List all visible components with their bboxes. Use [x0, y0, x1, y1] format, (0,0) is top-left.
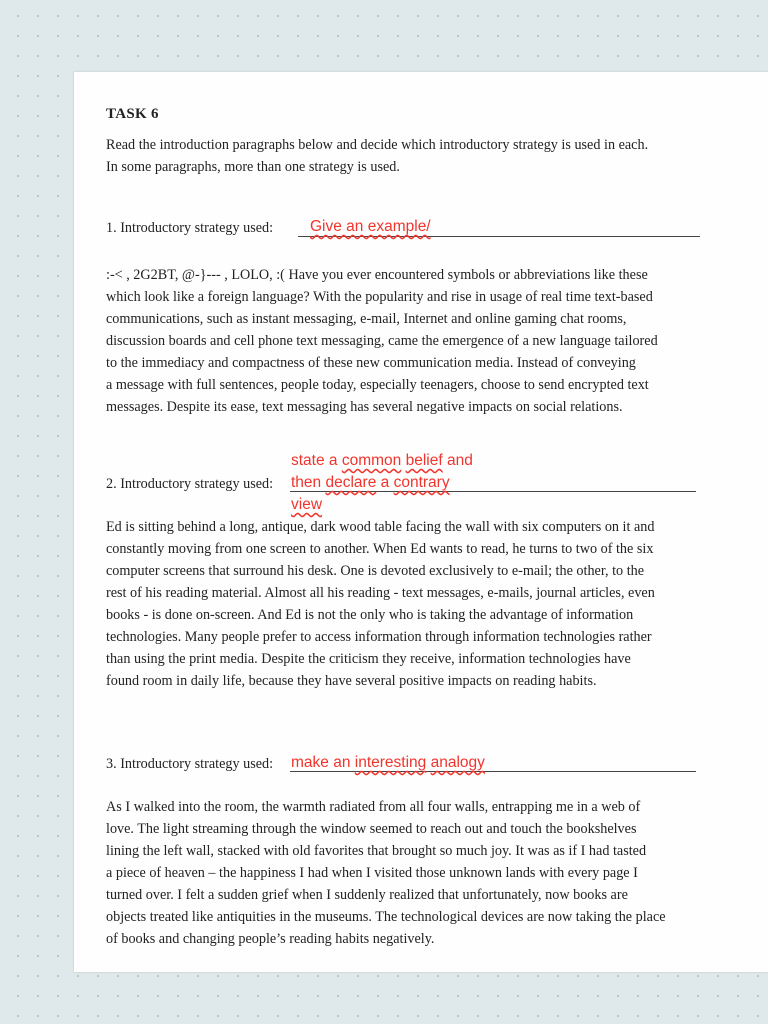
paragraph-line: rest of his reading material. Almost all his reading - text messages, e-mails, journal articles, even: [106, 585, 655, 601]
answer-word: make an: [291, 754, 351, 771]
question-3-label: 3. Introductory strategy used:: [106, 756, 274, 772]
worksheet-page: [74, 72, 768, 972]
paragraph-line: :-< , 2G2BT, @-}--- , LOLO, :( Have you ever encountered symbols or abbreviations like these: [106, 267, 648, 283]
paragraph-1: [106, 264, 710, 418]
paragraph-line: As I walked into the room, the warmth radiated from all four walls, entrapping me in a web of: [106, 799, 641, 815]
handwritten-answer-3: [291, 752, 485, 774]
paragraph-line: of books and changing people’s reading habits negatively.: [106, 931, 435, 947]
answer-word: analogy: [430, 754, 485, 771]
handwritten-answer-2: [291, 450, 521, 516]
paragraph-line: a piece of heaven – the happiness I had when I visited those unknown lands with every page I: [106, 865, 638, 881]
answer-word: then: [291, 474, 322, 491]
paragraph-2: [106, 516, 710, 692]
answer-word: and: [446, 452, 473, 469]
question-1-label: 1. Introductory strategy used:: [106, 220, 274, 236]
answer-word: contrary: [393, 474, 450, 491]
paragraph-line: love. The light streaming through the window seemed to reach out and touch the bookshelves: [106, 821, 637, 837]
paragraph-line: books - is done on-screen. And Ed is not the only who is taking the advantage of information: [106, 607, 634, 623]
answer-word: common: [341, 452, 402, 469]
paragraph-line: turned over. I felt a sudden grief when I suddenly realized that unfortunately, now books are: [106, 887, 628, 903]
paragraph-line: communications, such as instant messaging, e-mail, Internet and online gaming chat rooms,: [106, 311, 627, 327]
paragraph-line: which look like a foreign language? With the popularity and rise in usage of real time text-based: [106, 289, 653, 305]
paragraph-line: discussion boards and cell phone text messaging, came the emergence of a new language tailored: [106, 333, 658, 349]
paragraph-line: technologies. Many people prefer to access information through information technologies rather: [106, 629, 652, 645]
question-2-label: 2. Introductory strategy used:: [106, 476, 274, 492]
paragraph-line: a message with full sentences, people today, especially teenagers, choose to send encrypted text: [106, 377, 649, 393]
paragraph-line: constantly moving from one screen to another. When Ed wants to read, he turns to two of the six: [106, 541, 654, 557]
answer-word: interesting: [354, 754, 427, 771]
task-title: TASK 6: [106, 106, 159, 122]
paragraph-line: than using the print media. Despite the criticism they receive, information technologies have: [106, 651, 631, 667]
handwritten-answer-1: [310, 216, 431, 238]
answer-word: a: [380, 474, 390, 491]
answer-word: belief: [405, 452, 443, 469]
paragraph-line: lining the left wall, stacked with old favorites that brought so much joy. It was as if I had tasted: [106, 843, 647, 859]
instruction-line: Read the introduction paragraphs below and decide which introductory strategy is used in each.: [106, 137, 649, 153]
answer-2-line: [291, 450, 521, 472]
paragraph-line: computer screens that surround his desk. One is devoted exclusively to e-mail; the other, to the: [106, 563, 645, 579]
answer-word: state a: [291, 452, 338, 469]
instruction-line: In some paragraphs, more than one strategy is used.: [106, 159, 400, 175]
paragraph-line: objects treated like antiquities in the museums. The technological devices are now taking the place: [106, 909, 666, 925]
paragraph-line: found room in daily life, because they have several positive impacts on reading habits.: [106, 673, 597, 689]
answer-2-line: [291, 472, 521, 494]
answer-word: view: [291, 496, 323, 513]
answer-word: declare: [325, 474, 377, 491]
paragraph-line: messages. Despite its ease, text messaging has several negative impacts on social relations.: [106, 399, 623, 415]
answer-1-text: Give an example/: [310, 218, 431, 235]
paragraph-line: to the immediacy and compactness of these new communication media. Instead of conveying: [106, 355, 636, 371]
answer-2-line: [291, 494, 521, 516]
paragraph-3: [106, 796, 710, 950]
task-instructions: [106, 134, 718, 178]
paragraph-line: Ed is sitting behind a long, antique, dark wood table facing the wall with six computers on it and: [106, 519, 655, 535]
